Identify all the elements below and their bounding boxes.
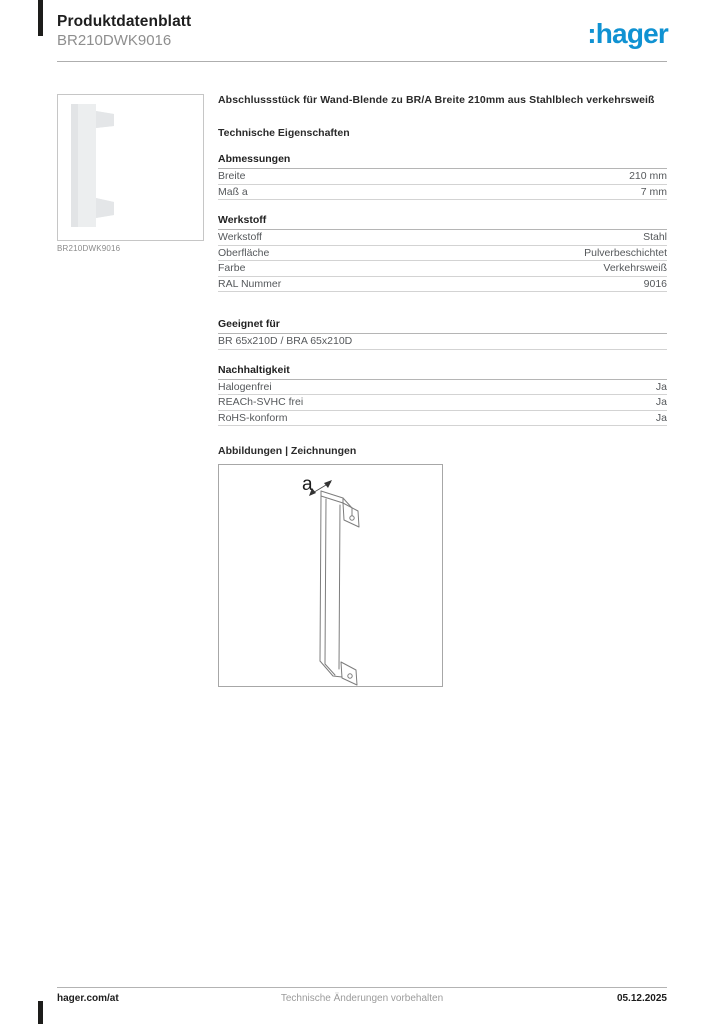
footer-date: 05.12.2025	[616, 993, 667, 1004]
product-reference: BR210DWK9016	[57, 32, 172, 49]
spec-tables	[218, 151, 667, 426]
section-technical-properties: Technische Eigenschaften	[218, 127, 350, 139]
spec-label: RAL Nummer	[218, 277, 282, 290]
spec-row	[218, 395, 667, 411]
spec-label: REACh-SVHC frei	[218, 396, 304, 408]
product-thumbnail	[57, 94, 204, 241]
dimension-a-label: a	[302, 474, 313, 495]
spec-table-title: Abmessungen	[218, 151, 667, 169]
spec-value: Stahl	[643, 231, 667, 243]
spec-label: Breite	[218, 170, 246, 182]
spec-row	[218, 380, 667, 396]
spec-value: Pulverbeschichtet	[584, 246, 667, 259]
footer-divider	[57, 987, 667, 988]
spec-label: BR 65x210D / BRA 65x210D	[218, 335, 353, 347]
thumbnail-caption: BR210DWK9016	[57, 244, 121, 253]
spec-value: Ja	[655, 396, 667, 408]
spec-table-title: Werkstoff	[218, 212, 667, 230]
spec-table-title: Geeignet für	[218, 316, 667, 334]
spec-value: Ja	[655, 411, 667, 424]
spec-table	[218, 362, 667, 427]
spec-value: Verkehrsweiß	[603, 262, 667, 274]
spec-label: Maß a	[218, 185, 248, 198]
spec-label: Oberfläche	[218, 246, 270, 259]
spec-row	[218, 261, 667, 277]
spec-label: RoHS-konform	[218, 411, 288, 424]
spec-row	[218, 277, 667, 293]
spec-row	[218, 230, 667, 246]
technical-drawing	[219, 465, 442, 686]
header-divider	[57, 61, 667, 62]
hager-logo: :hager	[587, 18, 668, 49]
footer-disclaimer: Technische Änderungen vorbehalten	[280, 993, 444, 1004]
fold-mark-top	[38, 0, 43, 36]
spec-label: Farbe	[218, 262, 246, 274]
spec-table-title: Nachhaltigkeit	[218, 362, 667, 380]
spec-label: Werkstoff	[218, 231, 262, 243]
section-drawings: Abbildungen | Zeichnungen	[218, 445, 357, 457]
footer-website-link[interactable]: hager.com/at	[57, 993, 119, 1004]
content-column	[218, 94, 667, 687]
spec-value: 7 mm	[640, 185, 667, 198]
product-photo-endpiece	[58, 95, 203, 240]
spec-table	[218, 316, 667, 350]
spec-label: Halogenfrei	[218, 380, 272, 393]
spec-value: 9016	[643, 277, 667, 290]
technical-drawing-frame	[218, 464, 443, 687]
spec-row	[218, 169, 667, 185]
page-title: Produktdatenblatt	[57, 13, 192, 30]
spec-row	[218, 334, 667, 350]
product-description: Abschlussstück für Wand-Blende zu BR/A Breite 210mm aus Stahlblech verkehrsweiß	[218, 94, 655, 106]
spec-row	[218, 246, 667, 262]
spec-value: 210 mm	[629, 170, 667, 182]
spec-value: Ja	[655, 380, 667, 393]
spec-table	[218, 151, 667, 200]
spec-row	[218, 411, 667, 427]
spec-table	[218, 212, 667, 292]
spec-row	[218, 185, 667, 201]
fold-mark-bottom	[38, 1001, 43, 1024]
